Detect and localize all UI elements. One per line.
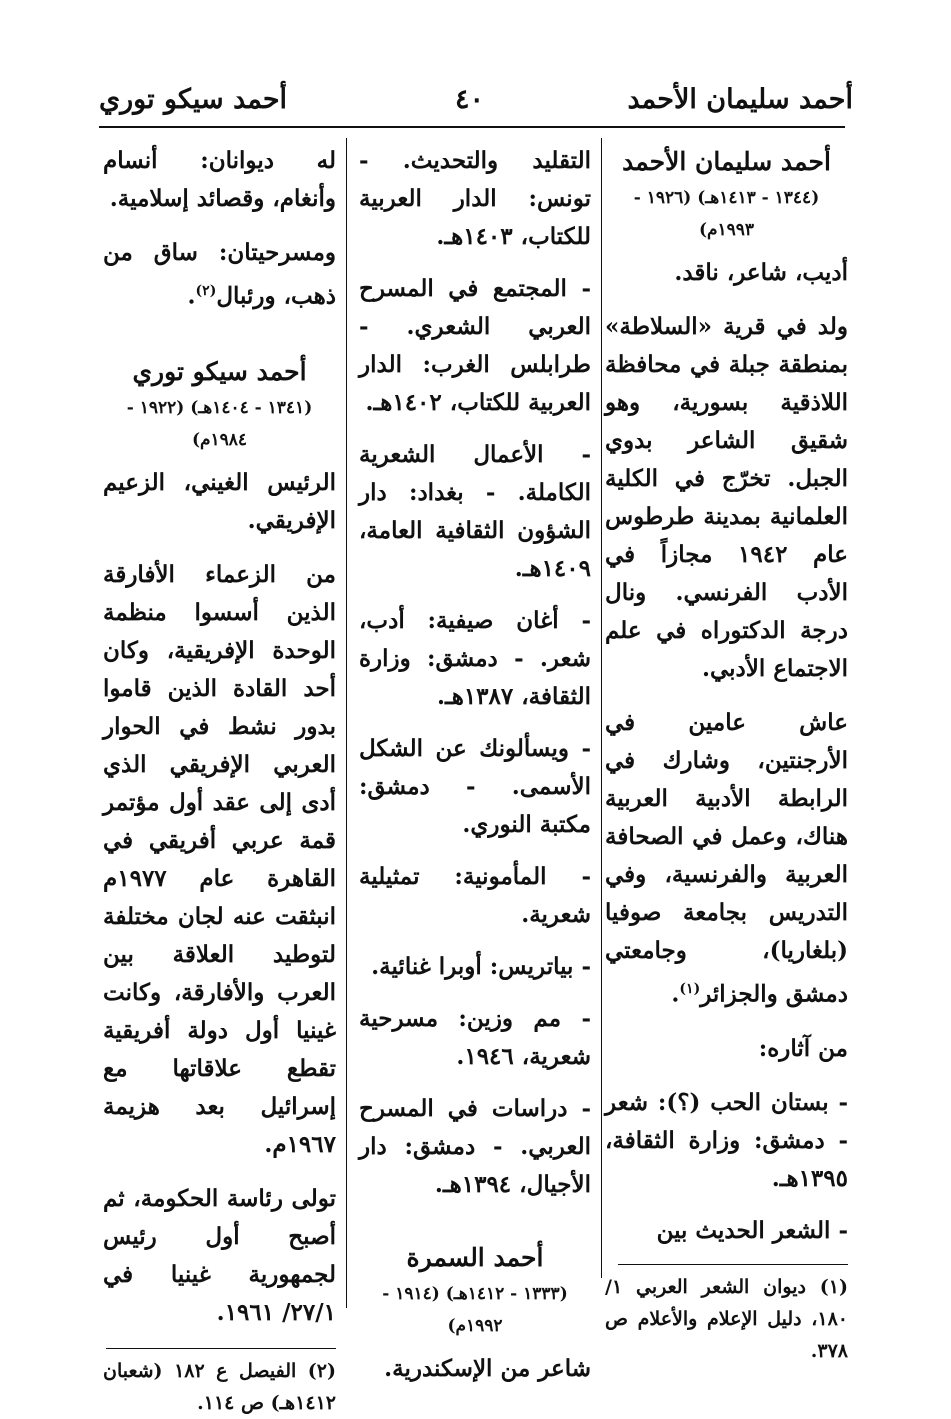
spacer [103, 332, 336, 352]
entry-paragraph: عاش عامين في الأرجنتين، وشارك في الرابطة الأدبية العربية هناك، وعمل في الصحافة العربية والفرنسية، وفي التدريس بجامعة صوفيا (بلغاريا)، وجامعتي دمشق والجزائر$^{(١)}$. [605, 709, 848, 1008]
entry-role: شاعر من الإسكندرية. [384, 1355, 591, 1382]
column-divider-right [601, 138, 602, 1278]
footnote-ref: (١) [679, 981, 701, 997]
work-item: - الشعر الحديث بين [656, 1216, 848, 1244]
footnote-ref: (٢) [195, 283, 217, 299]
entry-name: أحمد سيكو توري [132, 356, 307, 386]
entry-name: أحمد سليمان الأحمد [622, 147, 831, 176]
entry-paragraph: تولى رئاسة الحكومة، ثم أصبح أول رئيس لجمهورية غينيا في ٢٧/١/ ١٩٦١. [103, 1184, 336, 1326]
paragraph-text: ومسرحيتان: ساق من ذهب، ورئبال [103, 239, 336, 310]
entry-name: أحمد السمرة [406, 1243, 544, 1272]
entry-role: الرئيس الغيني، الزعيم الإفريقي. [103, 468, 336, 534]
footnote: (٢) الفيصل ع ١٨٢ (شعبان ١٤١٢هـ) ص ١١٤. [103, 1359, 337, 1414]
entry-dates: (١٣٤١ - ١٤٠٤هـ) (١٩٢٢ - ١٩٨٤م) [126, 397, 313, 450]
column-left [103, 142, 336, 1419]
paragraph-text: عاش عامين في الأرجنتين، وشارك في الرابطة الأدبية العربية هناك، وعمل في الصحافة العربية والفرنسية، وفي التدريس بجامعة صوفيا (بلغاريا)، وجامعتي دمشق والجزائر [605, 709, 848, 1008]
entry-paragraph: ولد في قرية «السلاطة» بمنطقة جبلة في محافظة اللاذقية بسورية، وهو شقيق الشاعر بدوي الجبل. تخرّج في الكلية العلمانية بمدينة طرطوس عام ١٩٤٢ مجازاً في الأدب الفرنسي. ونال درجة الدكتوراه في علم الاجتماع الأدبي. [605, 313, 848, 682]
entry-role: أديب، شاعر، ناقد. [674, 259, 848, 286]
work-item: - مم وزين: مسرحية شعرية، ١٩٤٦. [359, 1005, 591, 1070]
page-number: ٤٠ [455, 84, 485, 115]
column-middle [359, 142, 591, 1404]
header-rule [99, 126, 845, 128]
work-item: - المأمونية: تمثيلية شعرية. [359, 863, 591, 928]
running-header-right: أحمد سليمان الأحمد [627, 84, 853, 115]
footnote: (١) ديوان الشعر العربي ١/ ١٨٠، دليل الإعلام والأعلام ص ٣٧٨. [605, 1275, 848, 1362]
entry-paragraph: من الزعماء الأفارقة الذين أسسوا منظمة الوحدة الإفريقية، وكان أحد القادة الذين قاموا بدور نشط في الحوار العربي الإفريقي الذي أدى إلى عقد أول مؤتمر قمة عربي أفريقي في القاهرة عام ١٩٧٧م انبثقت عنه لجان مختلفة لتوطيد العلاقة بين العرب والأفارقة، وكانت غينيا أول دولة أفريقية تقطع علاقاتها مع إسرائيل بعد هزيمة ١٩٦٧م. [103, 560, 336, 1158]
entry-dates: (١٣٣٣ - ١٤١٢هـ) (١٩١٤ - ١٩٩٢م) [382, 1284, 568, 1336]
entry-paragraph: له ديوانان: أنسام وأنغام، وقصائد إسلامية. [103, 147, 336, 212]
footnote-rule [106, 1348, 336, 1349]
work-item: - بستان الحب (؟): شعر - دمشق: وزارة الثقافة، ١٣٩٥هـ. [605, 1088, 848, 1192]
work-item: - الأعمال الشعرية الكاملة. - بغداد: دار الشؤون الثقافية العامة، ١٤٠٩هـ. [359, 441, 591, 582]
works-heading: من آثاره: [758, 1034, 848, 1062]
work-item: - أغان صيفية: أدب، شعر. - دمشق: وزارة الثقافة، ١٣٨٧هـ. [359, 607, 591, 710]
entry-dates: (١٣٤٤ - ١٤١٣هـ) (١٩٢٦ - ١٩٩٣م) [633, 188, 820, 240]
spacer [359, 1218, 591, 1238]
running-header-left: أحمد سيكو توري [99, 84, 288, 115]
entry-paragraph: ومسرحيتان: ساق من ذهب، ورئبال$^{(٢)}$. [103, 239, 336, 310]
column-divider-left [346, 138, 347, 1308]
work-item: - ويسألونك عن الشكل الأسمى. - دمشق: مكتبة النوري. [359, 735, 591, 838]
footnote-rule [618, 1264, 848, 1265]
work-item: - دراسات في المسرح العربي. - دمشق: دار الأجيال، ١٣٩٤هـ. [359, 1095, 591, 1198]
work-item: - المجتمع في المسرح العربي الشعري. - طرابلس الغرب: الدار العربية للكتاب، ١٤٠٢هـ. [359, 275, 591, 416]
column-right [605, 142, 848, 1367]
work-item: - بياتريس: أوبرا غنائية. [371, 953, 591, 980]
work-item: التقليد والتحديث. - تونس: الدار العربية للكتاب، ١٤٠٣هـ. [359, 147, 591, 250]
